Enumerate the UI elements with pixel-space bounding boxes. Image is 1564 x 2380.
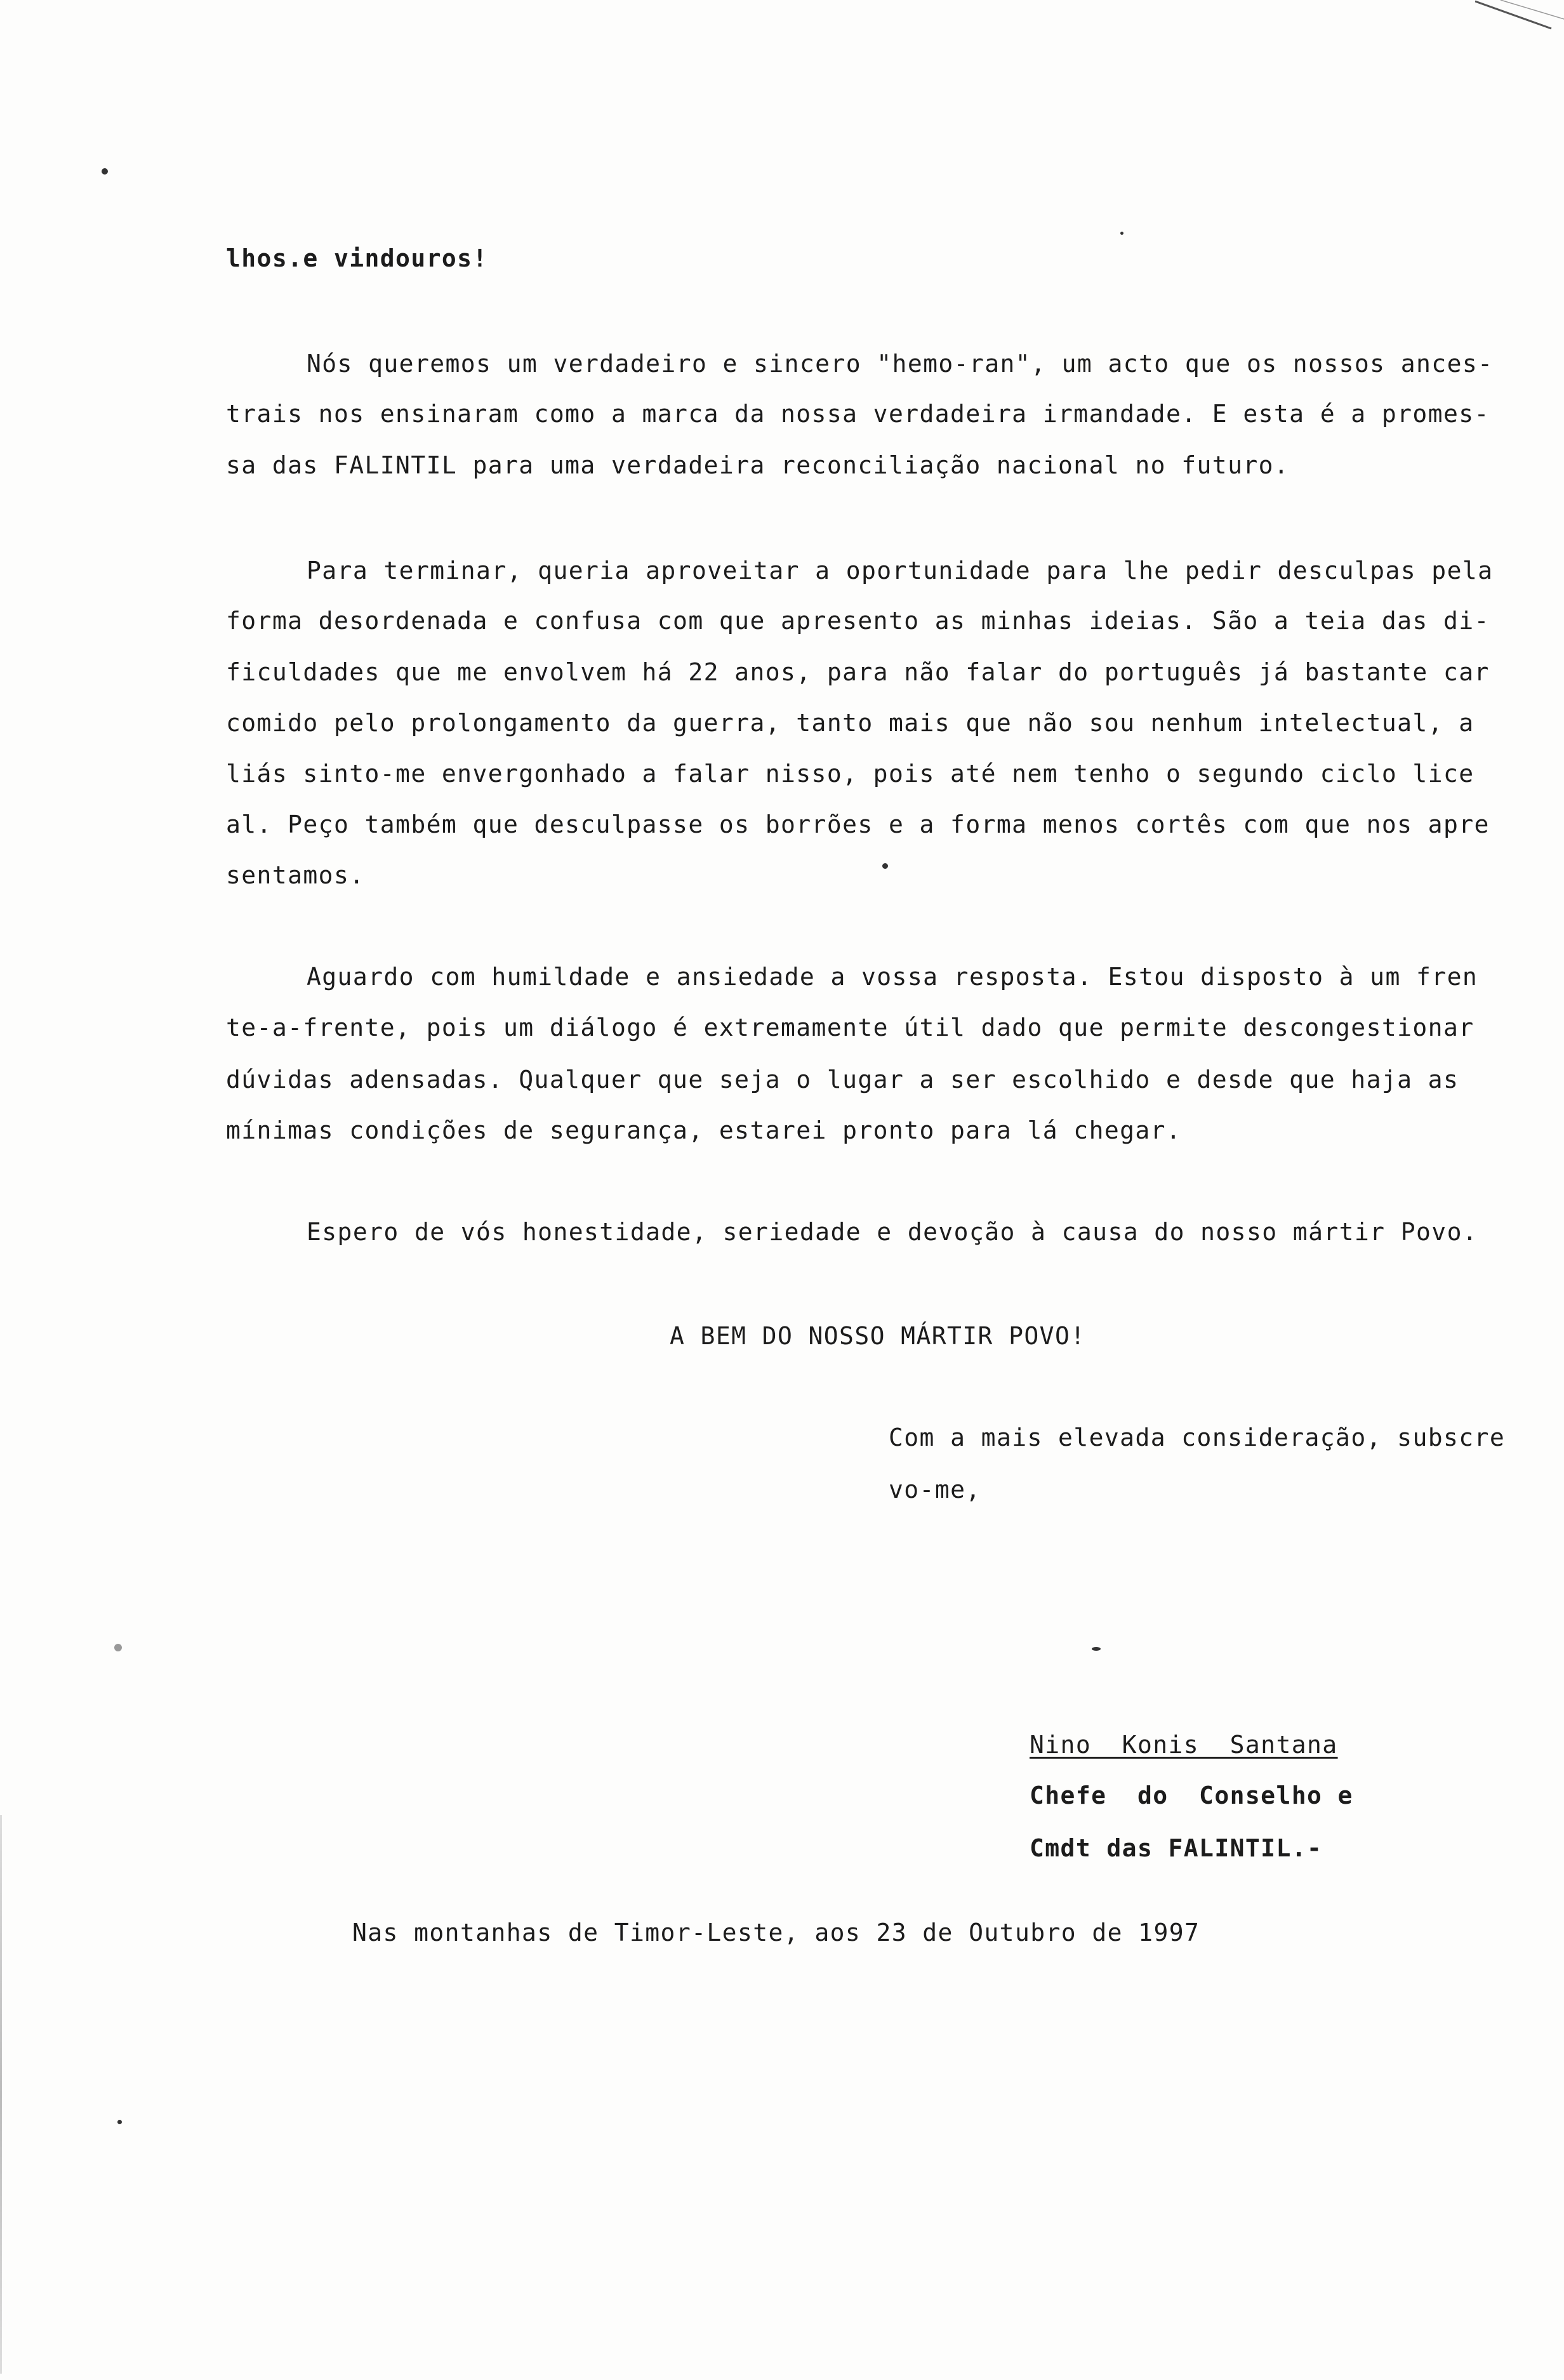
closing-line: Com a mais elevada consideração, subscre: [889, 1424, 1506, 1451]
scan-speck: [1120, 232, 1123, 235]
paragraph-line: comido pelo prolongamento da guerra, tanto mais que não sou nenhum intelectual, a: [226, 709, 1475, 737]
paragraph-line: Para terminar, queria aproveitar a oportunidade para lhe pedir desculpas pela: [307, 557, 1494, 585]
paragraph-line: Aguardo com humildade e ansiedade a vossa resposta. Estou disposto à um fren: [307, 963, 1478, 991]
paragraph-line: sentamos.: [226, 861, 365, 889]
paragraph-line: sa das FALINTIL para uma verdadeira reconciliação nacional no futuro.: [226, 451, 1290, 479]
paragraph-line: Nós queremos um verdadeiro e sincero "hemo-ran", um acto que os nossos ances-: [307, 350, 1494, 378]
paragraph-line: te-a-frente, pois um diálogo é extremamente útil dado que permite descongestionar: [226, 1014, 1475, 1041]
scan-speck: [114, 1644, 122, 1651]
paragraph-line: al. Peço também que desculpasse os borrões e a forma menos cortês com que nos apre: [226, 810, 1490, 838]
scan-speck: [1092, 1647, 1101, 1651]
paragraph-hope: Espero de vós honestidade, seriedade e devoção à causa do nosso mártir Povo.: [307, 1218, 1478, 1246]
scan-edge-artifact: [0, 1815, 2, 2374]
paragraph-line: forma desordenada e confusa com que apresento as minhas ideias. São a teia das di-: [226, 607, 1490, 635]
opening-fragment: lhos.e vindouros!: [226, 244, 488, 272]
corner-scan-artifact: [1475, 0, 1564, 38]
scan-speck: [102, 168, 108, 175]
signatory-title: Cmdt das FALINTIL.-: [1030, 1834, 1323, 1862]
motto: A BEM DO NOSSO MÁRTIR POVO!: [670, 1322, 1086, 1350]
signatory-title: Chefe do Conselho e: [1030, 1782, 1353, 1809]
closing-line: vo-me,: [889, 1476, 981, 1504]
scan-speck: [117, 2120, 122, 2124]
paragraph-line: dúvidas adensadas. Qualquer que seja o lugar a ser escolhido e desde que haja as: [226, 1066, 1459, 1094]
place-and-date: Nas montanhas de Timor-Leste, aos 23 de Outubro de 1997: [352, 1919, 1200, 1947]
paragraph-line: trais nos ensinaram como a marca da nossa verdadeira irmandade. E esta é a promes-: [226, 400, 1490, 428]
scan-speck: [882, 863, 888, 869]
paragraph-line: mínimas condições de segurança, estarei pronto para lá chegar.: [226, 1116, 1182, 1144]
paragraph-line: ficuldades que me envolvem há 22 anos, para não falar do português já bastante car: [226, 658, 1490, 686]
signatory-name: Nino Konis Santana: [1030, 1731, 1338, 1759]
paragraph-line: liás sinto-me envergonhado a falar nisso, pois até nem tenho o segundo ciclo lice: [226, 760, 1475, 788]
